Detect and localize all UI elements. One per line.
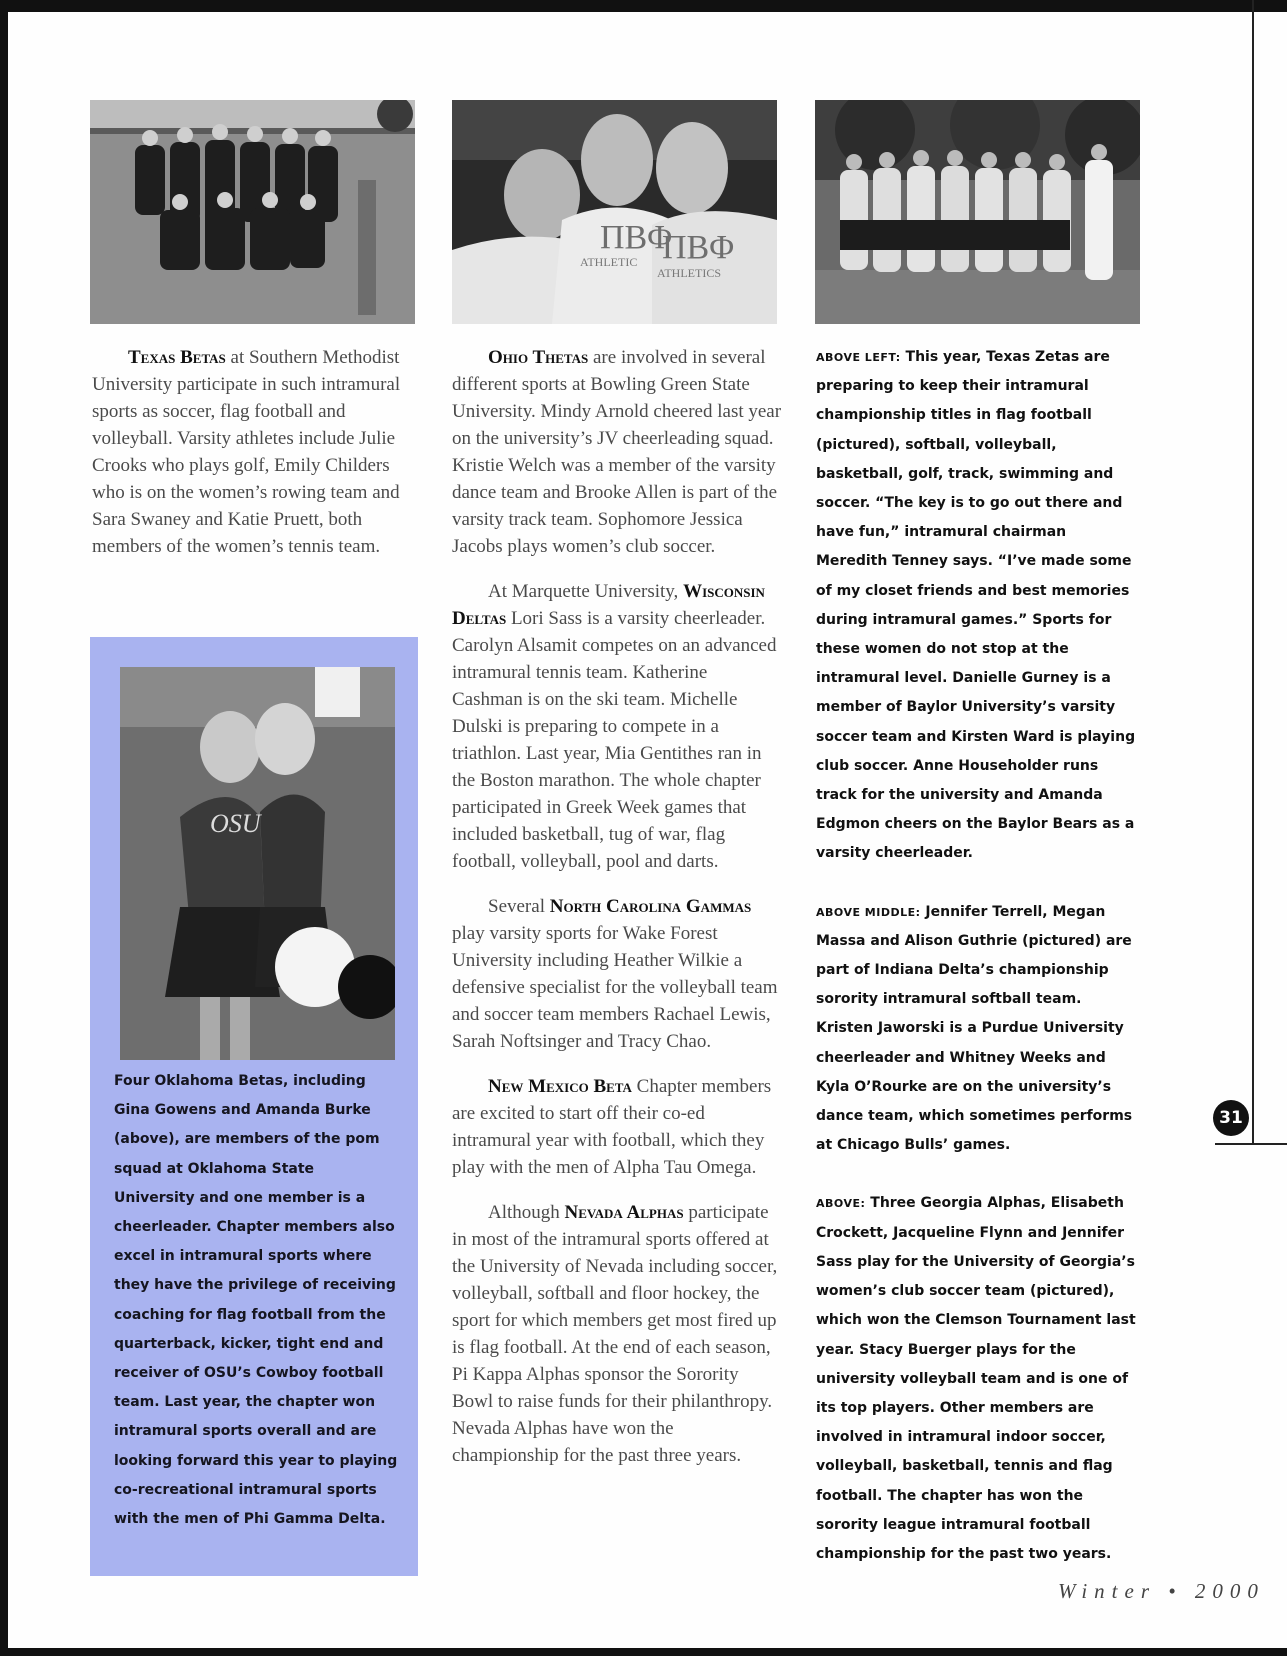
column-3 xyxy=(816,343,1141,1569)
photo-texas-betas xyxy=(90,100,415,324)
wisconsin-deltas-paragraph xyxy=(452,578,782,875)
paragraph-text: At Marquette University, xyxy=(488,581,684,602)
chapter-name: North Carolina Gammas xyxy=(549,896,752,917)
column-2 xyxy=(452,344,782,1469)
top-border xyxy=(0,0,1287,12)
texas-betas-paragraph xyxy=(92,344,417,560)
issue-footer: Winter • 2000 xyxy=(1058,1579,1265,1603)
caption-text: Three Georgia Alphas, Elisabeth Crockett, Jacqueline Flynn and Jennifer Sass play for the University of Georgia’s women’s club soccer team (pictured), which won the Clemson Tournament last year. Stacy Buerger plays for the university volleyball team and is one of its top players. Other members are involved in intramural indoor soccer, volleyball, basketball, tennis and flag football. The chapter has won the sorority league intramural football championship for the past two years. xyxy=(816,1195,1136,1562)
chapter-name: Nevada Alphas xyxy=(564,1202,684,1223)
caption-label: ABOVE LEFT: xyxy=(816,351,901,364)
chapter-name: Texas Betas xyxy=(128,347,226,368)
page-tab-rule xyxy=(1215,1143,1287,1145)
right-rule xyxy=(1252,0,1254,1145)
paragraph-text: participate in most of the intramural sports offered at the University of Nevada including soccer, volleyball, softball and floor hockey, the sport for which members get most fired up is flag football. At the end of each season, Pi Kappa Alphas sponsor the Sorority Bowl to raise funds for their philanthropy. Nevada Alphas have won the championship for the past three years. xyxy=(452,1202,778,1466)
north-carolina-gammas-paragraph xyxy=(452,893,782,1055)
caption-text: Jennifer Terrell, Megan Massa and Alison Guthrie (pictured) are part of Indiana Delta’s championship sorority intramural softball team. Kristen Jaworski is a Purdue University cheerleader and Whitney Weeks and Kyla O’Rourke are on the university’s dance team, which sometimes performs at Chicago Bulls’ games. xyxy=(816,903,1133,1154)
caption-above-middle xyxy=(816,898,1141,1161)
paragraph-text: Lori Sass is a varsity cheerleader. Carolyn Alsamit competes on an advanced intramural tennis team. Katherine Cashman is on the ski team. Michelle Dulski is preparing to compete in a triathlon. Last year, Mia Gentithes ran in the Boston marathon. The whole chapter participated in Greek Week games that included basketball, tug of war, flag football, volleyball, pool and darts. xyxy=(452,608,777,872)
paragraph-text: Chapter members are excited to start off their co-ed intramural year with football, which they play with the men of Alpha Tau Omega. xyxy=(452,1076,772,1178)
paragraph-text: at Southern Methodist University participate in such intramural sports as soccer, flag football and volleyball. Varsity athletes include Julie Crooks who plays golf, Emily Childers who is on the women’s rowing team and Sara Swaney and Katie Pruett, both members of the women’s tennis team. xyxy=(92,347,401,557)
shirt-letters-right: ΠΒΦ xyxy=(662,229,735,266)
shirt-text-right: ATHLETICS xyxy=(657,266,721,280)
chapter-name: Wisconsin Deltas xyxy=(452,581,765,629)
caption-above-left xyxy=(816,343,1141,869)
ohio-thetas-paragraph xyxy=(452,344,782,560)
oklahoma-betas-sidebar xyxy=(90,637,418,1576)
bottom-border xyxy=(0,1648,1287,1656)
paragraph-text: Although xyxy=(488,1202,565,1223)
sidebar-caption: Four Oklahoma Betas, including Gina Gowens and Amanda Burke (above), are members of the pom squad at Oklahoma State University and one member is a cheerleader. Chapter members also excel in intramural sports where they have the privilege of receiving coaching for flag football from the quarterback, kicker, tight end and receiver of OSU’s Cowboy football team. Last year, the chapter won intramural sports overall and are looking forward this year to playing co-recreational intramural sports with the men of Phi Gamma Delta. xyxy=(114,1073,398,1528)
paragraph-text: are involved in several different sports at Bowling Green State University. Mindy Arnold cheered last year on the university’s JV cheerleading squad. Kristie Welch was a member of the varsity dance team and Brooke Allen is part of the varsity track team. Sophomore Jessica Jacobs plays women’s club soccer. xyxy=(452,347,782,557)
chapter-name: Ohio Thetas xyxy=(488,347,589,368)
caption-above xyxy=(816,1189,1141,1569)
caption-text: This year, Texas Zetas are preparing to keep their intramural championship titles in flag football (pictured), softball, volleyball, basketball, golf, track, swimming and soccer. “The key is to go out there and have fun,” intramural chairman Meredith Tenney says. “I’ve made some of my closet friends and best memories during intramural games.” Sports for these women do not stop at the intramural level. Danielle Gurney is a member of Baylor University’s varsity soccer team and Kirsten Ward is playing club soccer. Anne Householder runs track for the university and Amanda Edgmon cheers on the Baylor Bears as a varsity cheerleader. xyxy=(816,349,1136,862)
uniform-letters: OSU xyxy=(210,809,261,838)
new-mexico-beta-paragraph xyxy=(452,1073,782,1181)
chapter-name: New Mexico Beta xyxy=(488,1076,632,1097)
photo-georgia-alphas xyxy=(815,100,1140,324)
column-1 xyxy=(92,344,417,560)
caption-label: ABOVE MIDDLE: xyxy=(816,905,921,919)
paragraph-text: play varsity sports for Wake Forest University including Heather Wilkie a defensive specialist for the volleyball team and soccer team members Rachael Lewis, Sarah Noftsinger and Tracy Chao. xyxy=(452,923,778,1052)
shirt-text-left: ATHLETIC xyxy=(580,255,638,269)
photo-indiana-deltas xyxy=(452,100,777,324)
photo-oklahoma-betas xyxy=(120,667,395,1060)
nevada-alphas-paragraph xyxy=(452,1199,782,1469)
paragraph-text: Several xyxy=(488,896,550,917)
left-border xyxy=(0,0,8,1656)
shirt-letters-left: ΠΒΦ xyxy=(600,219,673,256)
page-number: 31 xyxy=(1213,1100,1249,1136)
caption-label: ABOVE: xyxy=(816,1197,866,1211)
